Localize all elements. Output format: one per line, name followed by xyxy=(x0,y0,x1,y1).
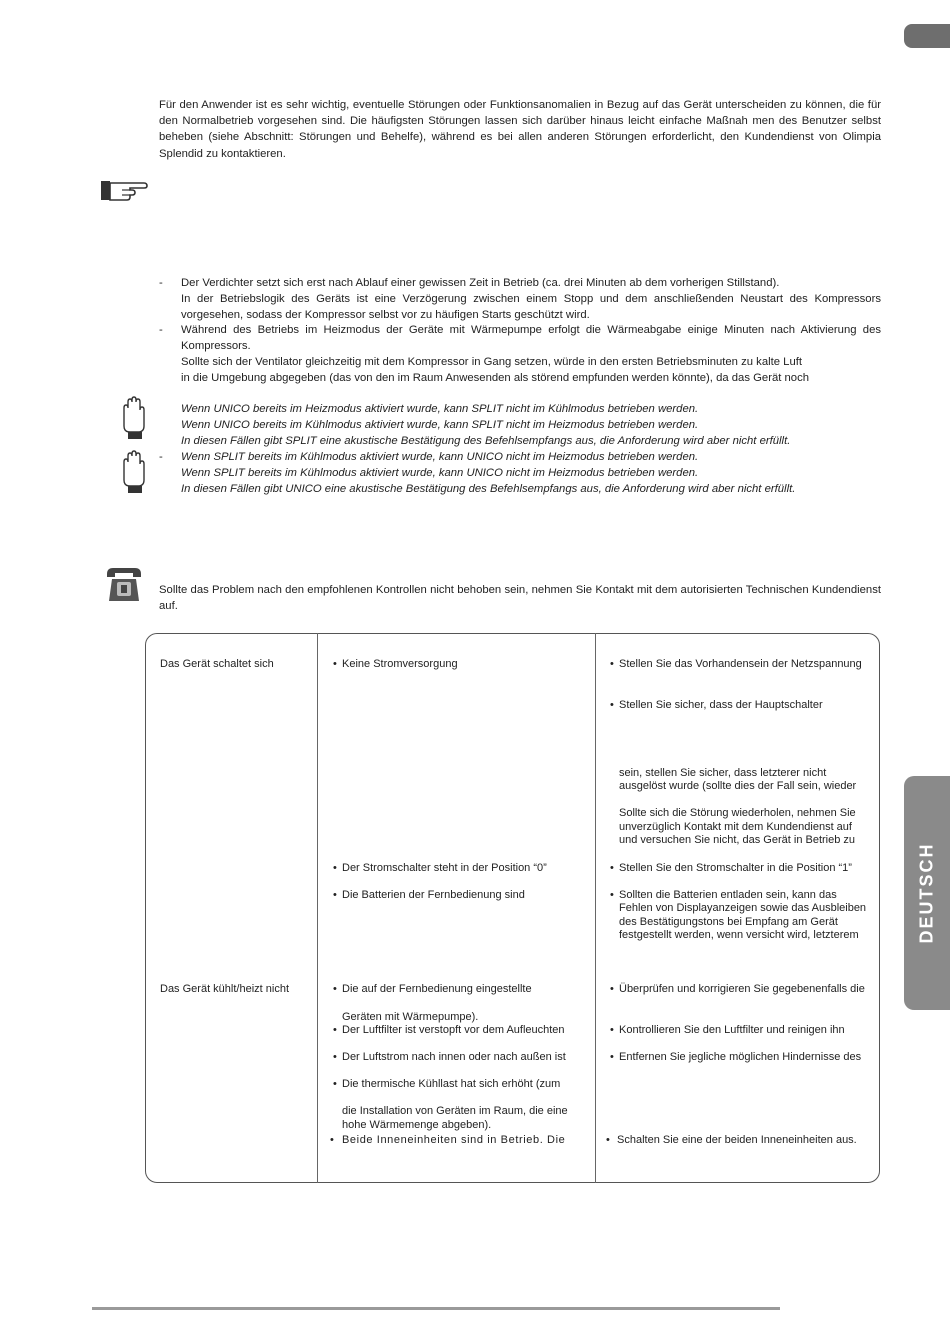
warning-line: Wenn UNICO bereits im Heizmodus aktiviert wurde, kann SPLIT nicht im Kühlmodus betrieben werden. xyxy=(181,403,699,415)
bullet: • xyxy=(333,1051,337,1063)
bullet: • xyxy=(610,1024,614,1036)
note-paragraph: Während des Betriebs im Heizmodus der Geräte mit Wärmepumpe erfolgt die Wärmeabgabe einige Minuten nach Aktivierung des Kompressors. xyxy=(181,324,881,353)
fault-cell: Das Gerät kühlt/heizt nicht xyxy=(160,983,290,995)
list-dash: - xyxy=(159,277,163,289)
cause-cell: Die thermische Kühllast hat sich erhöht (zum xyxy=(342,1078,561,1090)
remedy-cell: Stellen Sie das Vorhandensein der Netzspannung xyxy=(619,658,862,670)
stop-hand-icon xyxy=(118,450,148,494)
cause-cell: hohe Wärmemenge abgeben). xyxy=(342,1119,492,1131)
remedy-cell: Sollten die Batterien entladen sein, kann das xyxy=(619,889,837,901)
bullet: • xyxy=(610,889,614,901)
note-line: in die Umgebung abgegeben (das von den im Raum Anwesenden als störend empfunden werden könnte), da das Gerät noch xyxy=(181,372,810,384)
bullet: • xyxy=(610,699,614,711)
cause-cell: Die Batterien der Fernbedienung sind xyxy=(342,889,525,901)
note-line: Sollte sich der Ventilator gleichzeitig mit dem Kompressor in Gang setzen, würde in den ersten Betriebsminuten zu kalte Luft xyxy=(181,356,803,368)
remedy-cell: festgestellt werden, wenn versicht wird, letzterem xyxy=(619,929,859,941)
cause-cell: Die auf der Fernbedienung eingestellte xyxy=(342,983,532,995)
remedy-cell: Sollte sich die Störung wiederholen, nehmen Sie xyxy=(619,807,856,819)
list-dash: - xyxy=(159,324,163,336)
bullet: • xyxy=(610,658,614,670)
remedy-cell: des Bestätigungstons bei Empfang am Gerät xyxy=(619,916,838,928)
bullet: • xyxy=(333,658,337,670)
bullet: • xyxy=(610,983,614,995)
bullet: • xyxy=(330,1134,334,1146)
column-divider xyxy=(317,633,318,1183)
cause-cell: Der Stromschalter steht in der Position “0” xyxy=(342,862,547,874)
note-paragraph: In der Betriebslogik des Geräts ist eine Verzögerung zwischen einem Stopp und dem anschließenden Neustart des Kompressors vorgesehen, sodass der Kompressor selbst vor zu häufigen Starts geschützt wird. xyxy=(181,293,881,322)
bullet: • xyxy=(610,862,614,874)
top-tab-marker xyxy=(904,24,950,48)
cause-cell: Der Luftfilter ist verstopft vor dem Aufleuchten xyxy=(342,1024,565,1036)
cause-cell: Der Luftstrom nach innen oder nach außen ist xyxy=(342,1051,566,1063)
bullet: • xyxy=(333,889,337,901)
cause-cell: die Installation von Geräten im Raum, die eine xyxy=(342,1105,568,1117)
remedy-cell: Stellen Sie den Stromschalter in die Position “1” xyxy=(619,862,852,874)
fault-cell: Das Gerät schaltet sich xyxy=(160,658,274,670)
remedy-cell: sein, stellen Sie sicher, dass letzterer nicht xyxy=(619,767,827,779)
remedy-cell: unverzüglich Kontakt mit dem Kundendienst auf xyxy=(619,821,852,833)
remedy-cell: Fehlen von Displayanzeigen sowie das Ausbleiben xyxy=(619,902,867,914)
telephone-icon xyxy=(105,565,143,605)
stop-hand-icon xyxy=(118,396,148,440)
remedy-cell: Kontrollieren Sie den Luftfilter und reinigen ihn xyxy=(619,1024,845,1036)
language-tab-label: DEUTSCH xyxy=(916,842,937,944)
list-dash: - xyxy=(159,451,163,463)
contact-paragraph: Sollte das Problem nach den empfohlenen Kontrollen nicht behoben sein, nehmen Sie Kontakt mit dem autorisierten Technischen Kundendienst auf. xyxy=(159,584,881,613)
remedy-cell: Überprüfen und korrigieren Sie gegebenenfalls die xyxy=(619,983,865,995)
remedy-cell: ausgelöst wurde (sollte dies der Fall sein, wieder xyxy=(619,780,857,792)
language-tab xyxy=(904,776,950,1010)
bullet: • xyxy=(606,1134,610,1146)
footer-rule xyxy=(92,1307,780,1310)
remedy-cell: Schalten Sie eine der beiden Inneneinheiten aus. xyxy=(617,1134,857,1146)
warning-line: Wenn SPLIT bereits im Kühlmodus aktiviert wurde, kann UNICO nicht im Heizmodus betrieben werden. xyxy=(181,467,699,479)
warning-line: Wenn UNICO bereits im Kühlmodus aktiviert wurde, kann SPLIT nicht im Heizmodus betrieben werden. xyxy=(181,419,699,431)
cause-cell: Beide Inneneinheiten sind in Betrieb. Die xyxy=(342,1134,566,1146)
warning-line: Wenn SPLIT bereits im Kühlmodus aktiviert wurde, kann UNICO nicht im Heizmodus betrieben werden. xyxy=(181,451,699,463)
cause-cell: Geräten mit Wärmepumpe). xyxy=(342,1011,479,1023)
warning-line: In diesen Fällen gibt UNICO eine akustische Bestätigung des Befehlsempfangs aus, die Anforderung wird aber nicht erfüllt. xyxy=(181,483,796,495)
remedy-cell: Stellen Sie sicher, dass der Hauptschalter xyxy=(619,699,823,711)
warning-line: In diesen Fällen gibt SPLIT eine akustische Bestätigung des Befehlsempfangs aus, die Anforderung wird aber nicht erfüllt. xyxy=(181,435,791,447)
note-line: Der Verdichter setzt sich erst nach Ablauf einer gewissen Zeit in Betrieb (ca. drei Minuten ab dem vorherigen Stillstand). xyxy=(181,277,780,289)
pointing-hand-icon xyxy=(100,178,148,204)
intro-paragraph: Für den Anwender ist es sehr wichtig, eventuelle Störungen oder Funktionsanomalien in Bezug auf das Gerät unterscheiden zu können, die für den Normalbetrieb vorgesehen sind. Die häufigsten Störungen lassen sich darüber hinaus leicht einfache Maßnah men des Benutzer selbst beheben (siehe Abschnitt: Störungen und Behelfe), während es bei allen anderen Störungen erforderlicht, den Kundendienst von Olimpia Splendid zu kontaktieren. xyxy=(159,99,881,160)
bullet: • xyxy=(333,1024,337,1036)
remedy-cell: und versuchen Sie nicht, das Gerät in Betrieb zu xyxy=(619,834,856,846)
cause-cell: Keine Stromversorgung xyxy=(342,658,458,670)
bullet: • xyxy=(333,983,337,995)
column-divider xyxy=(595,633,596,1183)
bullet: • xyxy=(610,1051,614,1063)
bullet: • xyxy=(333,862,337,874)
bullet: • xyxy=(333,1078,337,1090)
remedy-cell: Entfernen Sie jegliche möglichen Hindernisse des xyxy=(619,1051,862,1063)
